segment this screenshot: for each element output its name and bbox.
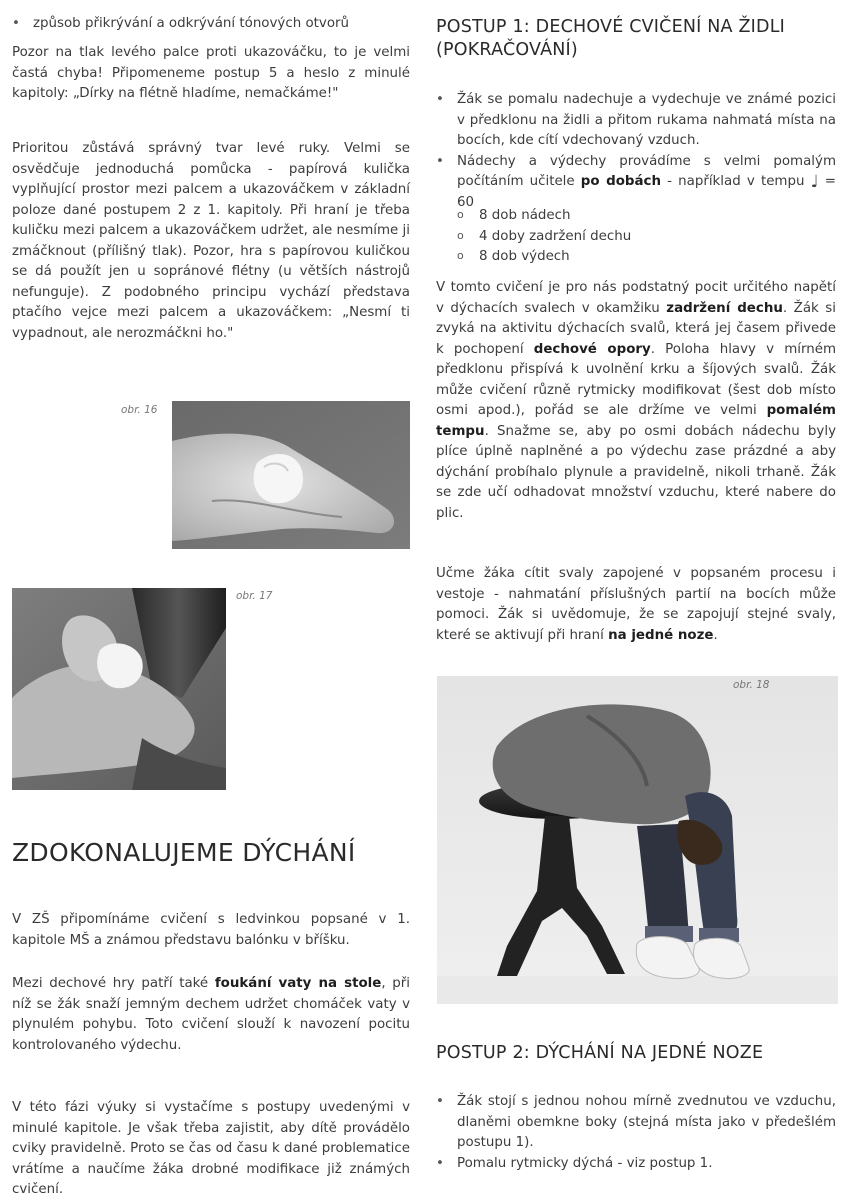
list-item: o 8 dob nádech xyxy=(457,206,757,227)
list-item: o 4 doby zadržení dechu xyxy=(457,227,757,248)
list-item: • Pomalu rytmicky dýchá - viz postup 1. xyxy=(436,1154,836,1175)
figure-caption-18: obr. 18 xyxy=(733,679,770,691)
figure-caption-16: obr. 16 xyxy=(121,404,158,416)
paragraph-standing-muscles: Učme žáka cítit svaly zapojené v popsaném procesu i vestoje - nahmatání příslušných partií na bocích může pomoci. Žák si uvědomuje, že se zapojují stejné svaly, které se aktivují při hraní na jedné noze. xyxy=(436,566,836,643)
intro-bullet-list xyxy=(12,14,412,35)
section-heading-breathing: ZDOKONALUJEME DÝCHÁNÍ xyxy=(12,838,356,867)
paragraph-regular-practice: V této fázi výuky si vystačíme s postupy uvedenými v minulé kapitole. Je však třeba zajistit, aby dítě provádělo cviky pravidelně. Proto se čas od času k dané problematice vrátíme a naučíme žáka drobné modifikace již známých cvičení. xyxy=(12,1100,410,1197)
section-heading-postup-1: POSTUP 1: DECHOVÉ CVIČENÍ NA ŽIDLI (POKRAČOVÁNÍ) xyxy=(436,17,786,60)
list-item: • způsob přikrývání a odkrývání tónových otvorů xyxy=(12,14,412,35)
paragraph-zs-exercise: V ZŠ připomínáme cvičení s ledvinkou popsané v 1. kapitole MŠ a známou představu balónku v bříšku. xyxy=(12,912,410,948)
count-sublist xyxy=(457,206,757,268)
quarter-note-icon: ♩ xyxy=(810,172,819,192)
list-item: • Nádechy a výdechy provádíme s velmi pomalým počítáním učitele po dobách - například v tempu ♩ = 60 xyxy=(436,152,836,214)
postup-2-bullet-list xyxy=(436,1092,836,1174)
list-item: • Žák se pomalu nadechuje a vydechuje ve známé pozici v předklonu na židli a přitom rukama nahmatá místa na bocích, kde cítí vdechovaný vzduch. xyxy=(436,90,836,152)
postup-1-bullet-list xyxy=(436,90,836,213)
paragraph-cotton-blowing: Mezi dechové hry patří také foukání vaty na stole, při níž se žák snaží jemným dechem udržet chomáček vaty v plynulém pohybu. Toto cvičení slouží k navození pocitu kontrolovaného výdechu. xyxy=(12,976,410,1053)
paragraph-breath-tension: V tomto cvičení je pro nás podstatný pocit určitého napětí v dýchacích svalech v okamžiku zadržení dechu. Žák si zvyká na aktivitu dýchacích svalů, která jej časem přivede k pochopení dechové opory. Poloha hlavy v mírném předklonu přispívá k uvolnění krku a šíjových svalů. Žák může cvičení různě rytmicky modifikovat (šest dob místo osmi apod.), pořád se ale držíme ve velmi pomalém tempu. Snažme se, aby po osmi dobách nádechu byly plíce úplně naplněné a po výdechu zase prázdné a aby dýchání probíhalo plynule a pravidelně, nikoli trhaně. Žák se zde učí odhadovat množství vzduchu, které nabere do plic. xyxy=(436,280,836,521)
section-heading-postup-2: POSTUP 2: DÝCHÁNÍ NA JEDNÉ NOZE xyxy=(436,1043,764,1063)
photo-hand-paper-ball xyxy=(172,401,410,549)
list-item: • Žák stojí s jednou nohou mírně zvednutou ve vzduchu, dlaněmi obemkne boky (stejná místa jako v předešlém postupu 1). xyxy=(436,1092,836,1154)
photo-hand-flute-ball xyxy=(12,588,226,790)
photo-child-bending-on-stool xyxy=(437,676,838,1004)
paragraph-left-hand-shape: Prioritou zůstává správný tvar levé ruky. Velmi se osvědčuje jednoduchá pomůcka - papírová kulička vyplňující prostor mezi palcem a ukazováčkem v základní poloze dané postupem 2 z 1. kapitoly. Při hraní je třeba kuličku mezi palcem a ukazováčkem udržet, ale nesmíme ji zmáčknout (přílišný tlak). Pozor, hra s papírovou kuličkou se dá použít jen u sopránové flétny (u větších nástrojů nefunguje). Z podobného principu vychází představa ptačího vejce mezi palcem a ukazováčkem: „Nesmí ti vypadnout, ale nerozmáčkni ho." xyxy=(12,141,410,341)
list-item: o 8 dob výdech xyxy=(457,247,757,268)
figure-caption-17: obr. 17 xyxy=(236,590,273,602)
paragraph-thumb-pressure: Pozor na tlak levého palce proti ukazováčku, to je velmi častá chyba! Připomeneme postup 5 a heslo z minulé kapitoly: „Dírky na flétně hladíme, nemačkáme!" xyxy=(12,45,410,101)
